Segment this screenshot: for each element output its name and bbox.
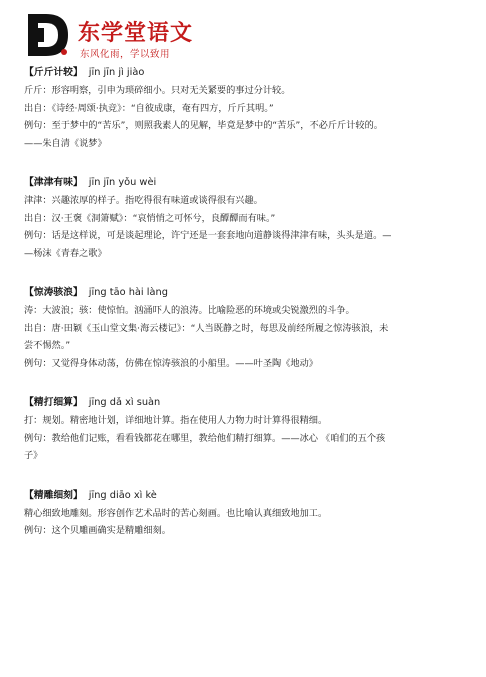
idiom-definition: 涛：大波浪；骇：使惊怕。汹涌吓人的浪涛。比喻险恶的环境或尖锐激烈的斗争。 <box>24 305 355 316</box>
idiom-example-author: —杨沫《青春之歌》 <box>24 247 107 259</box>
idiom-entry <box>24 394 464 465</box>
idiom-pinyin: jīn jīn yǒu wèi <box>88 177 157 188</box>
idiom-title <box>24 64 464 82</box>
idiom-term: 【精打细算】 <box>24 397 83 408</box>
idiom-source: 出自：唐·田颖《玉山堂文集·海云楼记》：“人当既静之时，每思及前经所履之惊涛骇浪，未 <box>24 322 389 334</box>
idiom-definition: 打：规划。精密地计划，详细地计算。指在使用人力物力时计算得很精细。 <box>24 415 328 426</box>
idiom-entry <box>24 174 464 262</box>
idiom-source-cont: 尝不惕然。” <box>24 340 71 351</box>
idiom-definition: 精心细致地雕刻。形容创作艺术品时的苦心刻画。也比喻认真细致地加工。 <box>24 507 328 519</box>
brand-slogan: 东风化雨，学以致用 <box>80 49 171 60</box>
idiom-example: 例句：又觉得身体动荡，仿佛在惊涛骇浪的小船里。——叶圣陶《地动》 <box>24 357 318 369</box>
idiom-term: 【精雕细刻】 <box>24 489 83 501</box>
page-header <box>24 10 464 60</box>
idiom-pinyin: jīng dǎ xì suàn <box>88 397 161 408</box>
idiom-entry <box>24 64 464 152</box>
idiom-example-author: ——朱自清《说梦》 <box>24 137 107 149</box>
idiom-pinyin: jīng tāo hài làng <box>88 287 168 298</box>
idiom-term: 【津津有味】 <box>24 177 83 188</box>
idiom-example-cont: 子》 <box>24 450 43 461</box>
idiom-source: 出自：《诗经·周颂·执竞》：“自彼成康，奄有四方，斤斤其明。” <box>24 102 274 114</box>
idiom-entry <box>24 284 464 372</box>
idiom-example: 例句：话是这样说，可是谈起理论，许宁还是一套套地向道静谈得津津有味，头头是道。— <box>24 230 392 241</box>
brand-name: 东学堂语文 <box>78 20 194 46</box>
idiom-term: 【斤斤计较】 <box>24 67 83 78</box>
idiom-title <box>24 394 464 412</box>
idiom-example: 例句：这个贝雕画确实是精雕细刻。 <box>24 525 171 536</box>
idiom-pinyin: jīng diāo xì kè <box>88 489 157 501</box>
idiom-title <box>24 174 464 192</box>
idiom-list <box>24 64 464 540</box>
idiom-title <box>24 284 464 302</box>
idiom-title <box>24 487 464 505</box>
idiom-example: 例句：教给他们记账，看看钱都花在哪里，教给他们精打细算。——冰心 《咱们的五个孩 <box>24 432 386 444</box>
idiom-definition: 津津：兴趣浓厚的样子。指吃得很有味道或谈得很有兴趣。 <box>24 195 263 206</box>
idiom-term: 【惊涛骇浪】 <box>24 287 83 298</box>
logo-icon <box>24 10 74 60</box>
idiom-source: 出自：汉·王褒《洞箫赋》：“哀悄悄之可怀兮，良醰醰而有味。” <box>24 212 276 224</box>
idiom-example: 例句：至于梦中的“苦乐”，则照我素人的见解，毕竟是梦中的“苦乐”，不必斤斤计较的。 <box>24 120 383 131</box>
idiom-definition: 斤斤：形容明察，引申为琐碎细小。只对无关紧要的事过分计较。 <box>24 85 291 96</box>
idiom-entry <box>24 487 464 540</box>
idiom-pinyin: jīn jīn jì jiào <box>88 67 145 78</box>
